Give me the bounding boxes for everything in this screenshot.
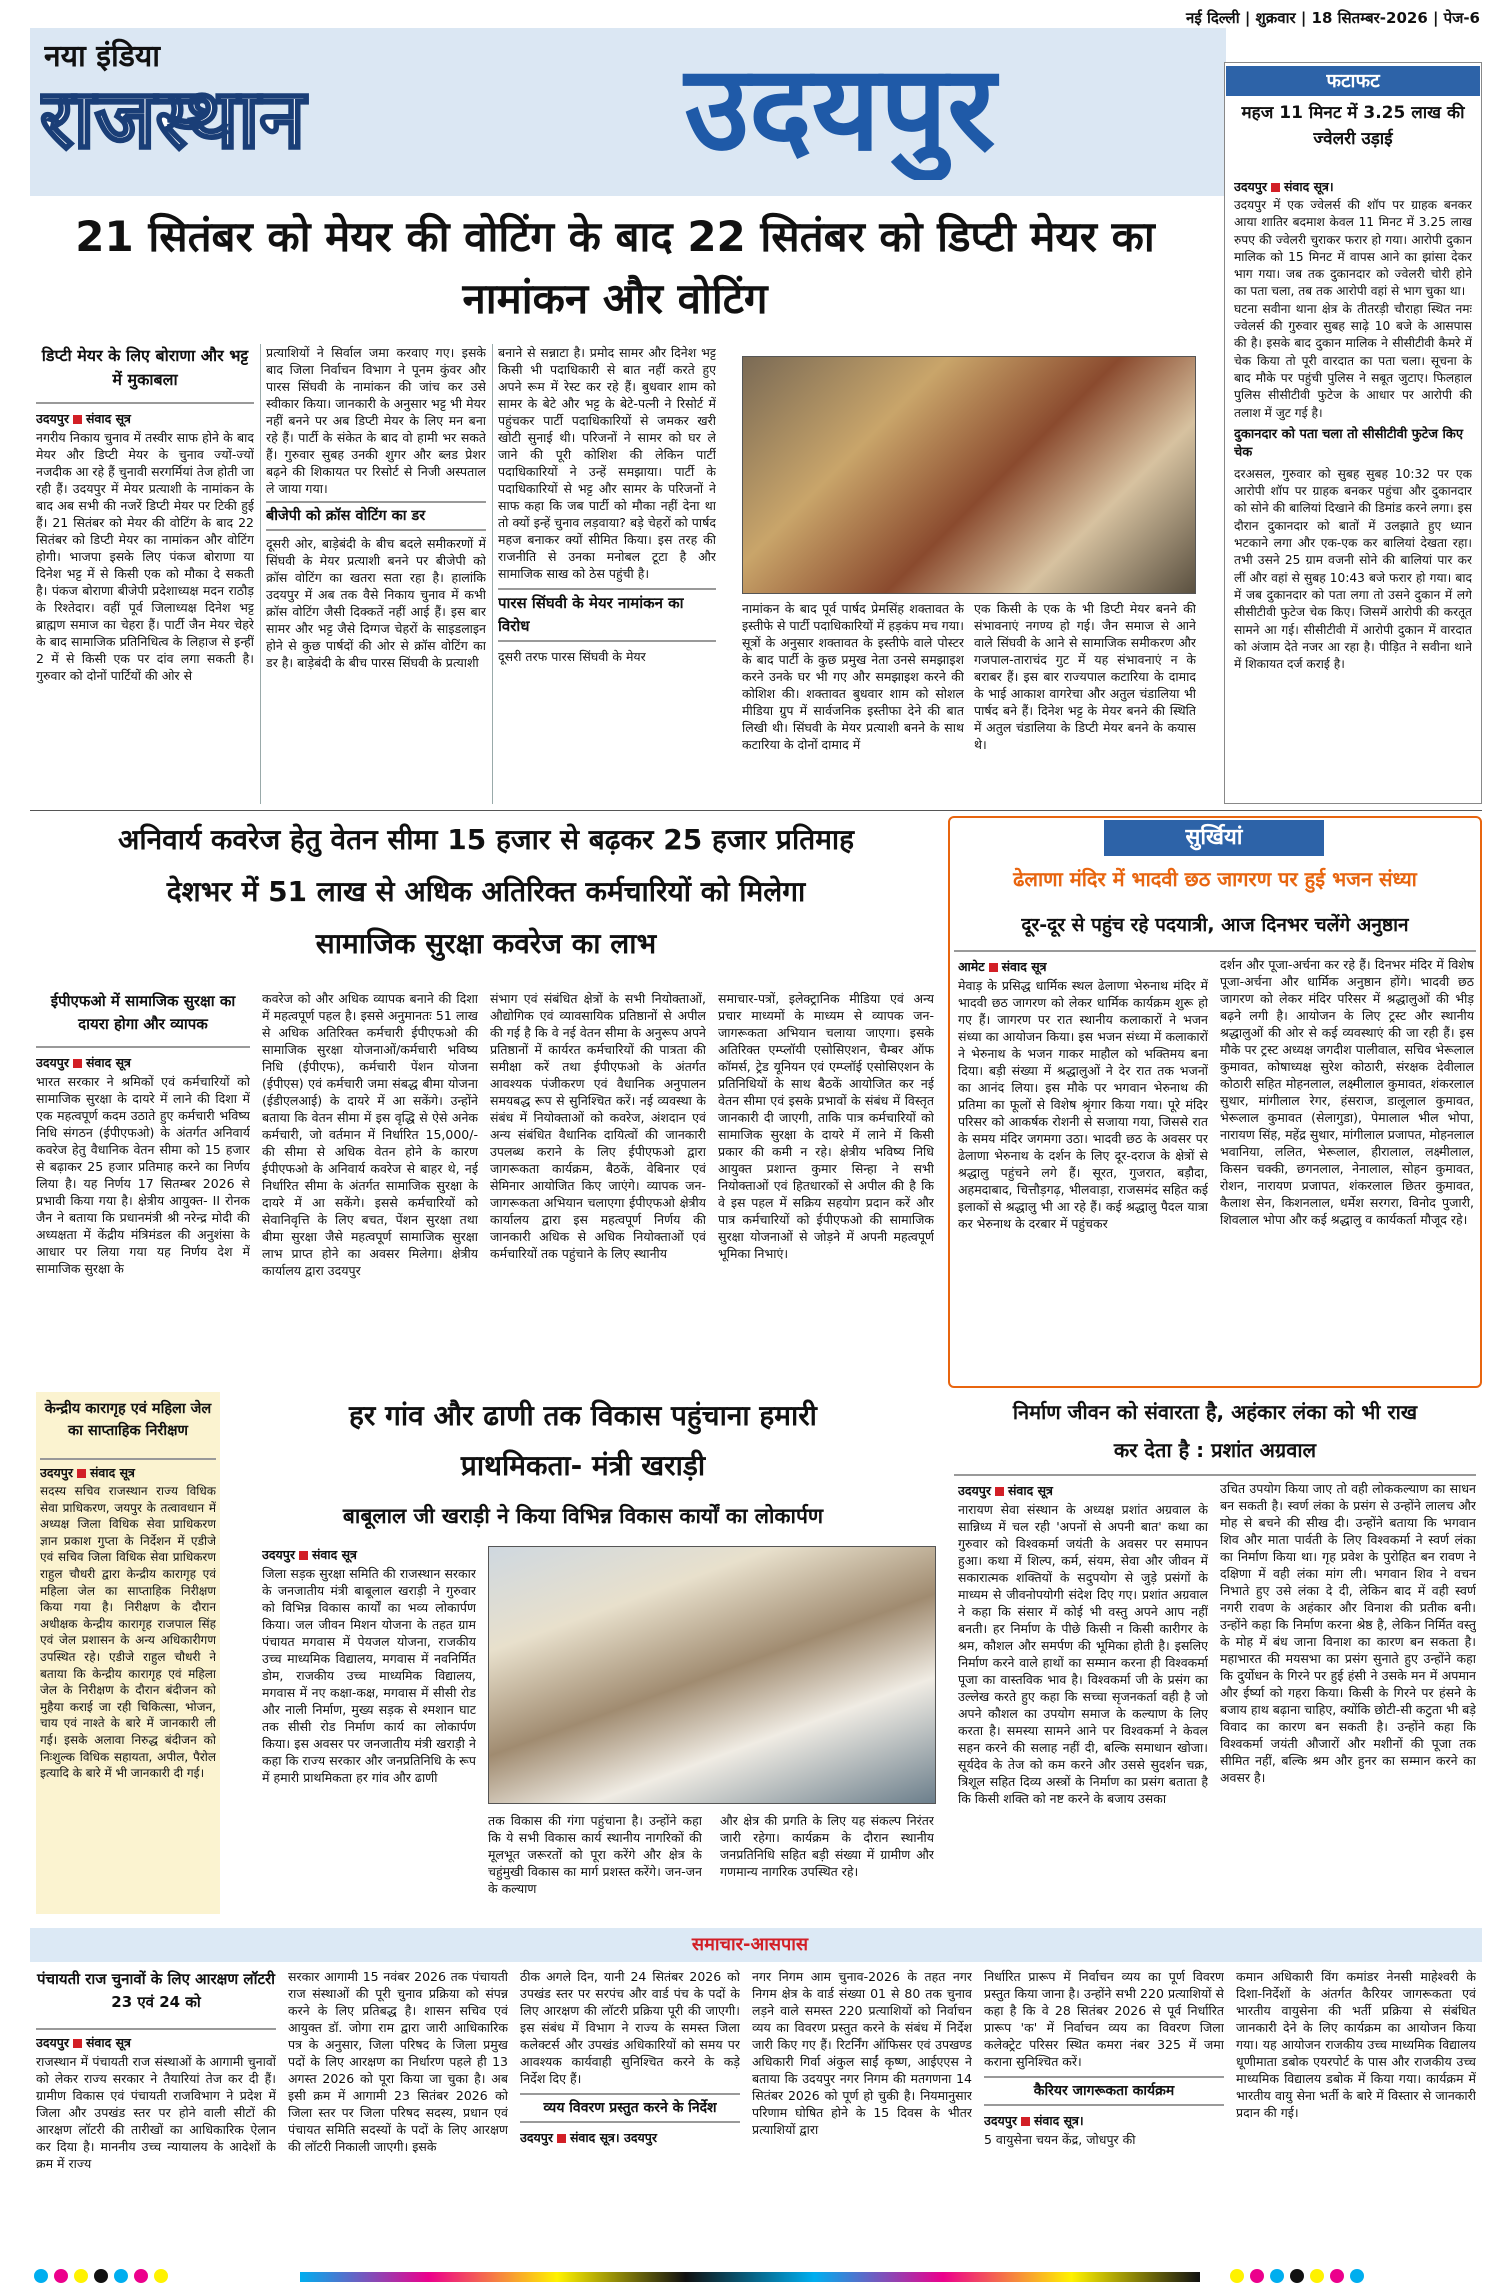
lead-col-2-subhead: बीजेपी को क्रॉस वोटिंग का डर — [266, 501, 486, 531]
kharadi-photo — [488, 1546, 936, 1804]
vyay-byline: उदयपुर संवाद सूत्र। उदयपुर — [520, 2130, 657, 2145]
surkhiyan-headline-2: दूर-दूर से पहुंच रहे पदयात्री, आज दिनभर चलेंगे अनुष्ठान — [1021, 914, 1409, 936]
jail-headline: केन्द्रीय कारागृह एवं महिला जेल का साप्ताहिक निरीक्षण — [44, 1401, 212, 1439]
panchayat-col-1-text: राजस्थान में पंचायती राज संस्थाओं के आगामी चुनावों को लेकर राज्य सरकार ने तैयारियां तेज कर दी हैं। ग्रामीण विकास एवं पंचायती राजविभाग ने प्रदेश में जिला और उपखंड स्तर पर होने वाली सीटों की आरक्षण लॉटरी की तारीखों का आधिकारिक ऐलान कर दिया है। माननीय उच्च न्यायालय के आदेशों के क्रम में राज्य — [36, 2054, 276, 2171]
panchayat-col-5-text: निर्धारित प्रारूप में निर्वाचन व्यय का पूर्ण विवरण प्रस्तुत किया जाना है। उन्होंने सभी 220 प्रत्याशियों से कहा है कि वे 28 सितंबर 2026 से पूर्व निर्धारित प्रारूप 'क' में निर्वाचन व्यय का विवरण जिला कलेक्ट्रेट परिसर स्थित कमरा नंबर 325 में जमा कराना सुनिश्चित करें। — [984, 1969, 1224, 2069]
jail-text: सदस्य सचिव राजस्थान राज्य विधिक सेवा प्राधिकरण, जयपुर के तत्वावधान में अध्यक्ष जिला विधिक सेवा प्राधिकरण ज्ञान प्रकाश गुप्ता के निर्देशन में एडीजे एवं सचिव जिला विधिक सेवा प्राधिकरण राहुल चौधरी द्वारा केन्द्रीय कारागृह एवं महिला जेल का साप्ताहिक निरीक्षण किया गया है। निरीक्षण के दौरान अधीक्षक केन्द्रीय कारागृह राजपाल सिंह एवं जेल प्रशासन के अन्य अधिकारीगण उपस्थित रहे। एडीजे राहुल चौधरी ने बताया कि केन्द्रीय कारागृह एवं महिला जेल के निरीक्षण के दौरान बंदीजन को मुहैया कराई जा रही चिकित्सा, भोजन, चाय एवं नाश्ते के बारे में जानकारी ली गई। इसके अलावा निरुद्ध बंदीजन को निःशुल्क विधिक सहायता, अपील, पैरोल इत्यादि के बारे में भी जानकारी दी गई। — [40, 1484, 216, 1781]
lead-col-1-text: नगरीय निकाय चुनाव में तस्वीर साफ होने के बाद मेयर और डिप्टी मेयर के चुनाव ज्यों-ज्यों नजदीक आ रहे हैं चुनावी सरगर्मियां तेज होती जा रही हैं। उदयपुर में मेयर प्रत्याशी के नामांकन के बाद अब सभी की नजरें डिप्टी मेयर पर टिकी हुई हैं। 21 सितंबर को मेयर की वोटिंग के बाद 22 सितंबर को डिप्टी मेयर का नामांकन और वोटिंग होगी। भाजपा इसके लिए पंकज बोराणा या दिनेश भट्ट में से किसी एक को मौका दे सकती है। पंकज बोराणा बीजेपी प्रदेशाध्यक्ष मदन राठौड़ के रिश्तेदार। वहीं पूर्व जिलाध्यक्ष दिनेश भट्ट ब्राह्मण समाज का चेहरा हैं। पार्टी जैन मेयर चेहरे के बाद सामाजिक प्रतिनिधित्व के लिहाज से इन्हीं 2 में से किसी एक पर दांव लगा सकती है। गुरुवार को दोनों पार्टियों की ओर से — [36, 430, 254, 683]
panchayat-col-6: कमान अधिकारी विंग कमांडर नेनसी माहेश्वरी के दिशा-निर्देशों के अंतर्गत कैरियर जागरूकता एवं भारतीय वायुसेना की भर्ती प्रक्रिया से संबंधित जानकारी देने के लिए कार्यक्रम का आयोजन किया गया। यह आयोजन राजकीय उच्च माध्यमिक विद्यालय धूणीमाता डबोक एयरपोर्ट के पास और राजकीय उच्च माध्यमिक विद्यालय डबोक में किया गया। कार्यक्रम में भारतीय वायु सेना भर्ती के बारे में विस्तार से जानकारी प्रदान की गई। — [1236, 1969, 1476, 2120]
epf-col-4: समाचार-पत्रों, इलेक्ट्रानिक मीडिया एवं अन्य प्रचार माध्यमों के माध्यम से व्यापक जन-जागरूकता अभियान चलाया जाएगा। इसके अतिरिक्त एम्प्लॉयी एसोसिएशन, चैम्बर ऑफ कॉमर्स, ट्रेड यूनियन एवं एम्प्लॉई एसोसिएशन के प्रतिनिधियों के साथ बैठकें आयोजित कर नई वेतन सीमा एवं इसके प्रभावों के संबंध में विस्तृत जानकारी दी जाएगी, ताकि पात्र कर्मचारियों को सामाजिक सुरक्षा के दायरे में लाने में किसी प्रकार की कमी न रहे। क्षेत्रीय भविष्य निधि आयुक्त प्रशान्त कुमार सिन्हा ने सभी नियोक्ताओं एवं हितधारकों से अपील की है कि वे इस पहल में सक्रिय सहयोग प्रदान करें और पात्र कर्मचारियों को ईपीएफओ की सामाजिक सुरक्षा योजनाओं से जोड़ने में अपनी महत्वपूर्ण भूमिका निभाएं। — [718, 991, 934, 1261]
fatafat-para-3: दरअसल, गुरुवार को सुबह सुबह 10:32 पर एक आरोपी शॉप पर ग्राहक बनकर पहुंचा और दुकानदार को सोने की बालियां दिखाने की डिमांड करने लगा। इस दौरान दुकानदार को बातों में उलझाते हुए ध्यान भटकाने लगा और एक-एक कर बालियां देखता रहा। तभी उसने 25 ग्राम वजनी सोने की बालियां पार कर लीं और वहां से सुबह 10:43 बजे फरार हो गया। बाद में जब दुकानदार को पता लगा तो उसने दुकान में लगे सीसीटीवी फुटेज चेक किए। जिसमें आरोपी की करतूत सामने आ गई। सीसीटीवी में आरोपी दुकान में वारदात को अंजाम देते नजर आ रहा है। पीड़ित ने सवीना थाने में शिकायत दर्ज कराई है। — [1234, 466, 1472, 672]
registration-marks-right — [1230, 2268, 1480, 2288]
surkhiyan-label: सुर्खियां — [1104, 820, 1324, 856]
epf-col-1 — [36, 1052, 250, 1384]
fatafat-para-1: उदयपुर में एक ज्वेलर्स की शॉप पर ग्राहक बनकर आया शातिर बदमाश केवल 11 मिनट में 3.25 लाख रुपए की ज्वेलरी चुराकर फरार हो गया। आरोपी दुकान मालिक को 15 मिनट में वापस आने का झांसा देकर भाग गया। जब तक दुकानदार को ज्वेलरी चोरी होने का पता चला, तब तक आरोपी वहां से भाग चुका था। — [1234, 198, 1472, 299]
kharadi-headline-1: हर गांव और ढाणी तक विकास पहुंचाना हमारी — [349, 1399, 817, 1432]
epf-col-3: संभाग एवं संबंधित क्षेत्रों के सभी नियोक्ताओं, औद्योगिक एवं व्यावसायिक प्रतिष्ठानों से अपील की गई है कि वे नई वेतन सीमा के अनुरूप अपने प्रतिष्ठानों में कार्यरत कर्मचारियों की पात्रता की समीक्षा करें तथा ईपीएफओ के अंतर्गत आवश्यक पंजीकरण एवं वैधानिक अनुपालन समयबद्ध रूप से सुनिश्चित करें। नई व्यवस्था के संबंध में नियोक्ताओं को कवरेज, अंशदान एवं अन्य संबंधित वैधानिक दायित्वों की जानकारी उपलब्ध कराने के लिए ईपीएफओ द्वारा जागरूकता कार्यक्रम, बैठकें, वेबिनार एवं सेमिनार आयोजित किए जाएंगे। व्यापक जन-जागरूकता अभियान चलाएगा ईपीएफओ क्षेत्रीय कार्यालय द्वारा इस महत्वपूर्ण निर्णय की जानकारी अधिक से अधिक नियोक्ताओं एवं कर्मचारियों तक पहुंचाने के लिए स्थानीय — [490, 991, 706, 1261]
lead-byline: उदयपुर संवाद सूत्र — [36, 411, 131, 426]
brand-big: राजस्थान — [40, 72, 306, 167]
surkhiyan-headline-1: ढेलाणा मंदिर में भादवी छठ जागरण पर हुई भजन संध्या — [1013, 867, 1417, 891]
lead-col-1 — [36, 408, 254, 804]
career-subhead: कैरियर जागरूकता कार्यक्रम — [984, 2076, 1224, 2106]
registration-bar — [300, 2272, 1200, 2282]
lanka-col-1-text: नारायण सेवा संस्थान के अध्यक्ष प्रशांत अग्रवाल के सान्निध्य में चल रही 'अपनों से अपनी बात' कथा का गुरुवार को विश्वकर्मा जयंती के अवसर पर समापन हुआ। कथा में शिल्प, कर्म, संयम, सेवा और जीवन में सकारात्मक शक्तियों के सदुपयोग से जुड़े प्रसंगों के माध्यम से जीवनोपयोगी संदेश दिए गए। प्रशांत अग्रवाल ने कहा कि संसार में कोई भी वस्तु अपने आप नहीं बनती। हर निर्माण के पीछे किसी न किसी कारीगर के श्रम, कौशल और समर्पण की भूमिका होती है। इसलिए निर्माण करने वाले हाथों का सम्मान करना ही विश्वकर्मा पूजा का वास्तविक भाव है। विश्वकर्मा जी के प्रसंग का उल्लेख करते हुए कहा कि सच्चा सृजनकर्ता वही है जो अपने कौशल का उपयोग समाज के कल्याण के लिए करता है। समस्या सामने आने पर विश्वकर्मा ने केवल सहन करने की सलाह नहीं दी, बल्कि समाधान खोजा। सूर्यदेव के तेज को कम करने और उससे सुदर्शन चक्र, त्रिशूल सहित दिव्य अस्त्रों के निर्माण का प्रसंग बताता है कि किसी शक्ति को नष्ट करने के बजाय उसका — [958, 1502, 1208, 1806]
lead-col-3-subhead: पारस सिंघवी के मेयर नामांकन का विरोध — [498, 588, 716, 642]
panchayat-col-5 — [984, 1968, 1224, 2254]
lead-col-3 — [498, 344, 716, 804]
kharadi-col-2: तक विकास की गंगा पहुंचाना है। उन्होंने कहा कि ये सभी विकास कार्य स्थानीय नागरिकों की मूलभूत जरूरतों को पूरा करेंगे और क्षेत्र के चहुंमुखी विकास का मार्ग प्रशस्त करेंगे। जन-जन के कल्याण — [488, 1813, 702, 1896]
lanka-byline: उदयपुर संवाद सूत्र — [958, 1483, 1053, 1498]
date-line: नई दिल्ली | शुक्रवार | 18 सितम्बर-2026 | पेज-6 — [1186, 9, 1480, 27]
vyay-subhead: व्यय विवरण प्रस्तुत करने के निर्देश — [520, 2093, 740, 2123]
career-text: 5 वायुसेना चयन केंद्र, जोधपुर की — [984, 2132, 1136, 2147]
jail-byline: उदयपुर संवाद सूत्र — [40, 1465, 135, 1480]
fatafat-label: फटाफट — [1226, 66, 1480, 96]
panchayat-col-3 — [520, 1968, 740, 2254]
brand-small: नया इंडिया — [44, 39, 160, 74]
career-byline: उदयपुर संवाद सूत्र। — [984, 2113, 1084, 2128]
panchayat-headline: पंचायती राज चुनावों के लिए आरक्षण लॉटरी 23 एवं 24 को — [36, 1970, 276, 2011]
kharadi-subhead: बाबूलाल जी खराड़ी ने किया विभिन्न विकास कार्यों का लोकार्पण — [342, 1504, 824, 1528]
panchayat-col-2: सरकार आगामी 15 नवंबर 2026 तक पंचायती राज संस्थाओं की पूरी चुनाव प्रक्रिया को संपन्न करने के लिए प्रतिबद्ध है। शासन सचिव एवं आयुक्त डॉ. जोगा राम द्वारा जारी आधिकारिक पत्र के अनुसार, जिला परिषद के जिला प्रमुख पदों के लिए आरक्षण का निर्धारण पहले ही 13 अगस्त 2026 को पूरा किया जा चुका है। अब इसी क्रम में आगामी 23 सितंबर 2026 को जिला स्तर पर जिला परिषद सदस्य, प्रधान एवं पंचायत समिति सदस्यों के पदों के लिए आरक्षण की लॉटरी निकाली जाएगी। इसके — [288, 1969, 508, 2154]
lead-photo — [742, 356, 1196, 594]
kharadi-headline-2: प्राथमिकता- मंत्री खराड़ी — [460, 1449, 706, 1482]
surkhiyan-col-2: दर्शन और पूजा-अर्चना कर रहे हैं। दिनभर मंदिर में विशेष पूजा-अर्चना और धार्मिक अनुष्ठान होंगे। भादवी छठ जागरण को लेकर मंदिर परिसर में श्रद्धालुओं की भीड़ बढ़ने लगी है। आयोजन के लिए ट्रस्ट और स्थानीय श्रद्धालुओं की ओर से कई व्यवस्थाएं की जा रही हैं। इस मौके पर ट्रस्ट अध्यक्ष जगदीश पालीवाल, सचिव भेरूलाल कुमावत, कोषाध्यक्ष सुरेश कोठारी, संरक्षक देवीलाल कोठारी सहित मोहनलाल, लक्ष्मीलाल कुमावत, शंकरलाल सुथार, मांगीलाल रेगर, हंसराज, डालूलाल कुमावत, भेरूलाल कुमावत (सेलागुडा), पेमालाल भील भोपा, नारायण सिंह, महेंद्र सुथार, मांगीलाल प्रजापत, मोहनलाल भवानिया, ललित, भेरूलाल, हीरालाल, लक्ष्मीलाल, किसन चक्की, छगनलाल, नेनालाल, सोहन कुमावत, रोशन, नारायण प्रजापत, शंकरलाल छितर कुमावत, कैलाश सेन, किशनलाल, धर्मेश सरगरा, विनोद पुजारी, शिवलाल भोपा और कई श्रद्धालु व कार्यकर्ता मौजूद रहे। — [1220, 957, 1474, 1227]
epf-byline: उदयपुर संवाद सूत्र — [36, 1055, 131, 1070]
panchayat-byline: उदयपुर संवाद सूत्र — [36, 2035, 131, 2050]
fatafat-byline: उदयपुर संवाद सूत्र। — [1234, 179, 1334, 194]
lead-col-3b-text: दूसरी तरफ पारस सिंघवी के मेयर — [498, 649, 646, 664]
jail-body — [40, 1462, 216, 1912]
lanka-headline-1: निर्माण जीवन को संवारता है, अहंकार लंका को भी राख — [1012, 1400, 1418, 1424]
panchayat-col-3-text: ठीक अगले दिन, यानी 24 सितंबर 2026 को उपखंड स्तर पर सरपंच और वार्ड पंच के पदों के लिए आरक्षण की लॉटरी प्रक्रिया पूरी की जाएगी। इस संबंध में विभाग ने राज्य के समस्त जिला कलेक्टर्स और उपखंड अधिकारियों को समय पर आवश्यक कार्यवाही सुनिश्चित करने के कड़े निर्देश दिए हैं। — [520, 1969, 740, 2086]
lead-col-5: एक किसी के एक के भी डिप्टी मेयर बनने की संभावनाएं नगण्य हो गई। जैन समाज से आने वाले सिंघवी के आने से सामाजिक समीकरण और गजपाल-ताराचंद गुट में यह संभावनाएं न के बराबर हैं। इस बार राज्यपाल कटारिया के दामाद के भाई आकाश वागरेचा और अतुल चंडालिया भी पार्षद बने हैं। दिनेश भट्ट के मेयर बनने की स्थिति में अतुल चंडालिया के डिप्टी मेयर बनने के कयास थे। — [974, 601, 1196, 752]
lanka-col-1 — [958, 1480, 1208, 1914]
surkhiyan-byline: आमेट संवाद सूत्र — [958, 959, 1047, 974]
lead-subhead: डिप्टी मेयर के लिए बोराणा और भट्ट में मुकाबला — [41, 346, 249, 389]
lanka-col-2: उचित उपयोग किया जाए तो वही लोककल्याण का साधन बन सकती है। स्वर्ण लंका के प्रसंग से उन्होंने लालच और मोह से बचने की सीख दी। उन्होंने बताया कि भगवान शिव और माता पार्वती के लिए विश्वकर्मा ने स्वर्ण लंका का निर्माण किया था। गृह प्रवेश के पुरोहित बन रावण ने दक्षिणा में वही लंका मांग ली। भगवान शिव ने वचन निभाते हुए उसे लंका दे दी, लेकिन बाद में वही स्वर्ण नगरी रावण के अहंकार और विनाश की प्रतीक बनी। उन्होंने कहा कि निर्माण करना श्रेष्ठ है, लेकिन निर्मित वस्तु के मोह में बंध जाना विनाश का कारण बन सकता है। महाभारत की मयसभा का प्रसंग सुनाते हुए उन्होंने कहा कि दुर्योधन के गिरने पर हुई हंसी ने उसके मन में अपमान और ईर्ष्या को गहरा किया। किसी के गिरने पर हंसने के बजाय हाथ बढ़ाना चाहिए, क्योंकि छोटी-सी कटुता भी बड़े विवाद का कारण बन सकती है। उन्होंने कहा कि विश्वकर्मा जयंती औजारों और मशीनों की पूजा तक सीमित नहीं, बल्कि श्रम और हुनर का सम्मान करने का अवसर है। — [1220, 1481, 1476, 1785]
lead-col-3-text: बनाने से सन्नाटा है। प्रमोद सामर और दिनेश भट्ट किसी भी पदाधिकारी से बात नहीं करते हुए अपने रूम में रेस्ट कर रहे हैं। बुधवार शाम को सामर के बेटे और भट्ट के बेटे-पत्नी ने रिसोर्ट में पहुंचकर पार्टी पदाधिकारियों से जमकर खरी खोटी सुनाई थी। परिजनों ने सामर को घर ले जाने की पूरी कोशिश की लेकिन पार्टी पदाधिकारियों ने उन्हें समझाया। पार्टी के पदाधिकारियों से भट्ट और सामर के परिजनों ने साफ कहा कि जब पार्टी को मौका नहीं देना था तो क्यों इन्हें चुनाव लड़वाया? बड़े चेहरों को पार्षद महज बनाकर क्यों सीमित किया। इस तरह की राजनीति से उनका मनोबल टूटा है और सामाजिक साख को ठेस पहुंची है। — [498, 345, 716, 581]
panchayat-col-1 — [36, 2032, 276, 2254]
epf-headline-3: सामाजिक सुरक्षा कवरेज का लाभ — [315, 927, 657, 960]
fatafat-headline: महज 11 मिनट में 3.25 लाख की ज्वेलरी उड़ाई — [1241, 103, 1465, 149]
lead-col-2 — [266, 344, 486, 804]
fatafat-subhead: दुकानदार को पता चला तो सीसीटीवी फुटेज किए चेक — [1234, 426, 1464, 460]
lead-col-2-text: प्रत्याशियों ने सिर्वाल जमा करवाए गए। इसके बाद जिला निर्वाचन विभाग ने पूनम कुंवर और पारस सिंघवी के नामांकन की जांच कर उसे स्वीकार किया। जानकारी के अनुसार भट्ट भी मेयर नहीं बनने पर अब डिप्टी मेयर के लिए मन बना रहे हैं। पार्टी के संकेत के बाद वो हामी भर सकते हैं। गुरुवार सुबह उनकी शुगर और ब्लड प्रेशर बढ़ने की शिकायत पर रिसोर्ट से निजी अस्पताल ले जाया गया। — [266, 345, 486, 496]
kharadi-byline: उदयपुर संवाद सूत्र — [262, 1547, 357, 1562]
fatafat-para-2: घटना सवीना थाना क्षेत्र के तीतरड़ी चौराहा स्थित नमः ज्वेलर्स की गुरुवार सुबह साढ़े 10 बजे के आसपास की है। इसके बाद दुकान मालिक ने सीसीटीवी कैमरे में चेक किया तो पूरी वारदात का पता चला। सूचना के बाद मौके पर पहुंची पुलिस ने सबूत जुटाए। फिलहाल पुलिस सीसीटीवी फुटेज के आधार पर आरोपी की तलाश में जुट गई है। — [1234, 301, 1472, 420]
lead-col-2b-text: दूसरी ओर, बाड़ेबंदी के बीच बदले समीकरणों में सिंघवी के मेयर प्रत्याशी बनने पर बीजेपी को क्रॉस वोटिंग का खतरा सता रहा है। हालांकि उदयपुर में अब तक वैसे निकाय चुनाव में कभी क्रॉस वोटिंग जैसी दिक्कतें नहीं आई हैं। इस बार सामर और भट्ट जैसे दिग्गज चेहरों के साइडलाइन होने से कुछ पार्षदों की ओर से क्रॉस वोटिंग का डर है। बाड़ेबंदी के बीच पारस सिंघवी के प्रत्याशी — [266, 536, 486, 670]
lead-col-4: नामांकन के बाद पूर्व पार्षद प्रेमसिंह शक्तावत के इस्तीफे से पार्टी पदाधिकारियों में हड़कंप मच गया। सूत्रों के अनुसार शक्तावत के इस्तीफे वाले पोस्टर के बाद पार्टी के कुछ प्रमुख नेता उनसे समझाइश करने उनके घर भी गए और समझाइश करने की कोशिश की। शक्तावत बुधवार शाम को सोशल मीडिया ग्रुप में सार्वजनिक इस्तीफा देने की बात लिखी थी। सिंघवी के मेयर प्रत्याशी बनने के साथ कटारिया के दोनों दामाद में — [742, 601, 964, 752]
aaspaas-label: समाचार-आसपास — [691, 1934, 809, 1955]
epf-subhead: ईपीएफओ में सामाजिक सुरक्षा का दायरा होगा और व्यापक — [50, 992, 236, 1033]
lanka-headline-2: कर देता है : प्रशांत अग्रवाल — [1113, 1438, 1317, 1462]
surkhiyan-col-1 — [958, 956, 1208, 1384]
kharadi-col-1 — [262, 1544, 476, 1914]
registration-marks-left — [34, 2268, 294, 2288]
epf-col-1-text: भारत सरकार ने श्रमिकों एवं कर्मचारियों को सामाजिक सुरक्षा के दायरे में लाने की दिशा में एक महत्वपूर्ण कदम उठाते हुए कर्मचारी भविष्य निधि संगठन (ईपीएफओ) के अंतर्गत अनिवार्य कवरेज हेतु वैधानिक वेतन सीमा को 15 हजार से बढ़ाकर 25 हजार प्रतिमाह करने का निर्णय लिया है। यह निर्णय 17 सितम्बर 2026 से प्रभावी किया गया है। क्षेत्रीय आयुक्त- II रोनक जैन ने बताया कि प्रधानमंत्री श्री नरेन्द्र मोदी की अध्यक्षता में केंद्रीय मंत्रिमंडल की अनुशंसा के आधार पर लिया गया यह निर्णय देश में सामाजिक सुरक्षा के — [36, 1074, 250, 1276]
kharadi-col-3: और क्षेत्र की प्रगति के लिए यह संकल्प निरंतर जारी रहेगा। कार्यक्रम के दौरान स्थानीय जनप्रतिनिधि सहित बड़ी संख्या में ग्रामीण और गणमान्य नागरिक उपस्थित रहे। — [720, 1813, 934, 1879]
panchayat-col-4: नगर निगम आम चुनाव-2026 के तहत नगर निगम क्षेत्र के वार्ड संख्या 01 से 80 तक चुनाव लड़ने वाले समस्त 220 प्रत्याशियों को निर्वाचन व्यय का विवरण प्रस्तुत करने के संबंध में निर्देश जारी किए गए हैं। रिटर्निंग ऑफिसर एवं उपखण्ड अधिकारी गिर्वा अंकुल साईं कृष्ण, आईएएस ने बताया कि उदयपुर नगर निगम की मतगणना 14 सितंबर 2026 को पूर्ण हो चुकी है। नियमानुसार परिणाम घोषित होने के 15 दिवस के भीतर प्रत्याशियों द्वारा — [752, 1969, 972, 2137]
epf-headline-1: अनिवार्य कवरेज हेतु वेतन सीमा 15 हजार से बढ़कर 25 हजार प्रतिमाह — [117, 823, 855, 856]
epf-col-2: कवरेज को और अधिक व्यापक बनाने की दिशा में महत्वपूर्ण पहल है। इससे अनुमानतः 51 लाख से अधिक अतिरिक्त कर्मचारी ईपीएफओ की सामाजिक सुरक्षा योजनाओं/कर्मचारी भविष्य निधि (ईपीएफ), कर्मचारी पेंशन योजना (ईपीएस) एवं कर्मचारी जमा संबद्ध बीमा योजना (ईडीएलआई) के दायरे में आ सकेंगे। उन्होंने बताया कि वेतन सीमा में इस वृद्धि से ऐसे अनेक कर्मचारी, जो वर्तमान में निर्धारित 15,000/- की सीमा से अधिक वेतन होने के कारण ईपीएफओ के अनिवार्य कवरेज से बाहर थे, नई निर्धारित सीमा के अंतर्गत सामाजिक सुरक्षा के दायरे में आ सकेंगे। इससे कर्मचारियों को सेवानिवृत्ति के लिए बचत, पेंशन सुरक्षा तथा बीमा सुरक्षा जैसे महत्वपूर्ण सामाजिक सुरक्षा लाभ प्राप्त होने का अवसर मिलेगा। क्षेत्रीय कार्यालय द्वारा उदयपुर — [262, 991, 478, 1278]
city-title: उदयपुर — [684, 40, 996, 177]
fatafat-body — [1234, 176, 1472, 802]
epf-headline-2: देशभर में 51 लाख से अधिक अतिरिक्त कर्मचारियों को मिलेगा — [166, 875, 806, 908]
kharadi-col-1-text: जिला सड़क सुरक्षा समिति की राजस्थान सरकार के जनजातीय मंत्री बाबूलाल खराड़ी ने गुरुवार को विभिन्न विकास कार्यों का भव्य लोकार्पण किया। जल जीवन मिशन योजना के तहत ग्राम पंचायत मगवास में पेयजल योजना, राजकीय उच्च माध्यमिक विद्यालय, मगवास में नवनिर्मित डोम, राजकीय उच्च माध्यमिक विद्यालय, मगवास में नए कक्षा-कक्ष, मगवास में सीसी रोड और नाली निर्माण, मुख्य सड़क से श्मशान घाट तक सीसी रोड निर्माण कार्य का लोकार्पण किया। इस अवसर पर जनजातीय मंत्री खराड़ी ने कहा कि राज्य सरकार और जनप्रतिनिधि के रूप में हमारी प्राथमिकता हर गांव और ढाणी — [262, 1566, 476, 1785]
surkhiyan-col-1-text: मेवाड़ के प्रसिद्ध धार्मिक स्थल ढेलाणा भेरुनाथ मंदिर में भादवी छठ जागरण को लेकर धार्मिक कार्यक्रम शुरू हो गए हैं। जागरण पर रात स्थानीय कलाकारों ने भजन संध्या का आयोजन किया। इस भजन संध्या में कलाकारों ने भेरुनाथ के भजन गाकर माहौल को भक्तिमय बना दिया। बड़ी संख्या में श्रद्धालुओं ने देर रात तक भजनों का आनंद लिया। इस मौके पर भगवान भेरुनाथ की प्रतिमा का फूलों से विशेष श्रृंगार किया गया। पूरे मंदिर परिसर को आकर्षक रोशनी से सजाया गया, जिससे रात के समय मंदिर जगमगा उठा। भादवी छठ के अवसर पर ढेलाणा भेरुनाथ के दर्शन के लिए दूर-दराज के क्षेत्रों से श्रद्धालु पहुंचने लगे हैं। सूरत, गुजरात, बड़ौदा, अहमदाबाद, चित्तौड़गढ़, भीलवाड़ा, राजसमंद सहित कई इलाकों से श्रद्धालु भी आ रहे हैं। कई श्रद्धालु पैदल यात्रा कर भेरुनाथ के दरबार में पहुंचकर — [958, 978, 1208, 1231]
lead-headline: 21 सितंबर को मेयर की वोटिंग के बाद 22 सितंबर को डिप्टी मेयर का नामांकन और वोटिंग — [75, 212, 1155, 323]
